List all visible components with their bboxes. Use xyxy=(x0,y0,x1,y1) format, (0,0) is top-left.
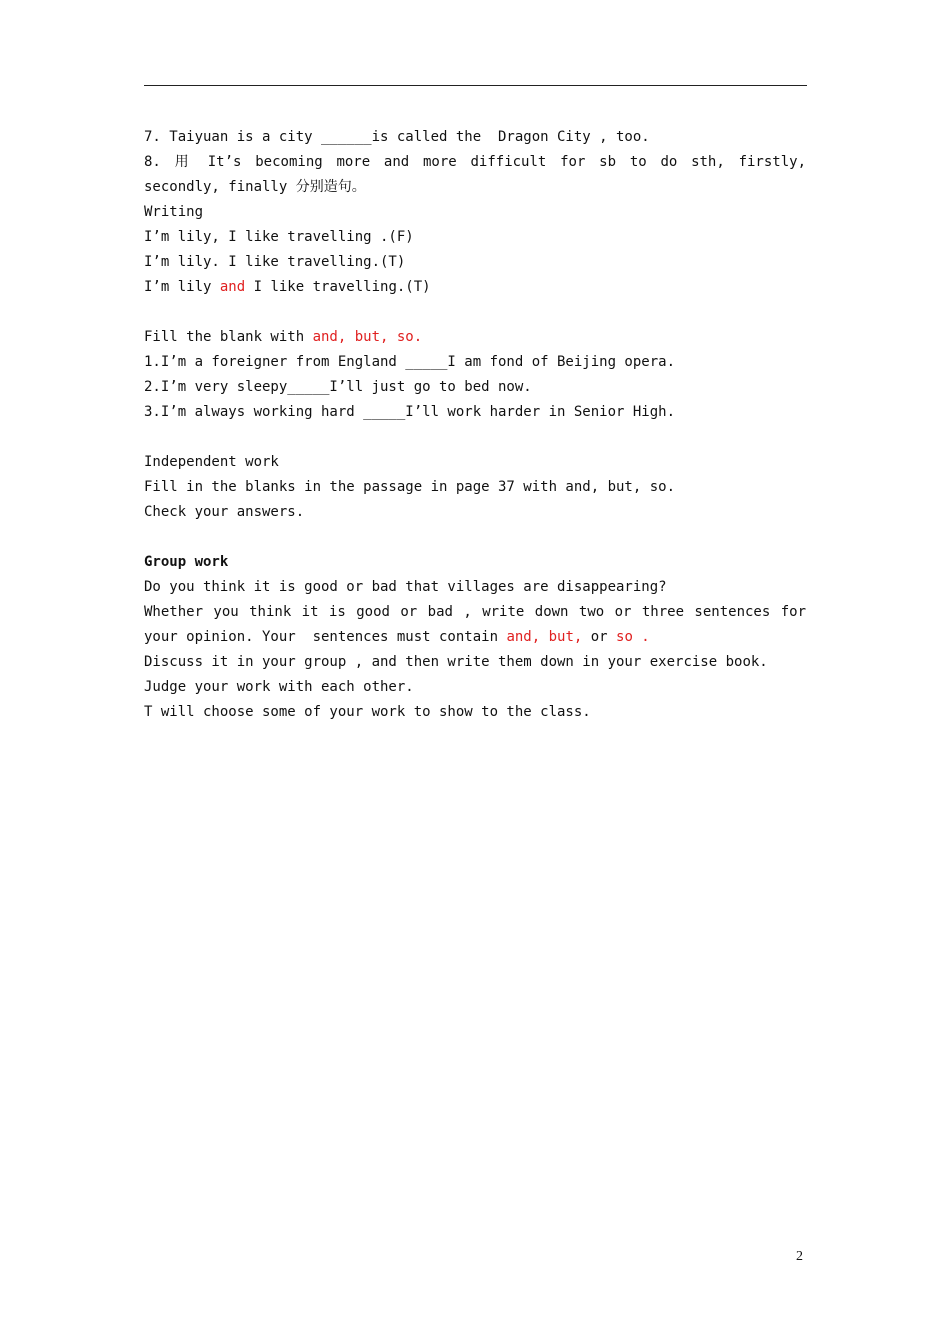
group-work-line-5: Judge your work with each other. xyxy=(144,679,414,695)
spacer xyxy=(144,300,806,325)
page-number: 2 xyxy=(796,1249,803,1264)
spacer xyxy=(144,425,806,450)
exercise-item-8-line-2: secondly, finally 分别造句。 xyxy=(144,179,366,195)
independent-work-line-1: Fill in the blanks in the passage in page 37 with and, but, so. xyxy=(144,479,676,495)
fill-blank-question-2: 2.I’m very sleepy_____I’ll just go to bed now. xyxy=(144,379,532,395)
group-work-heading: Group work xyxy=(144,554,229,570)
group-work-line-2: Whether you think it is good or bad , write down two or three sentences for xyxy=(144,604,806,620)
writing-example-3 xyxy=(144,275,806,300)
independent-work-heading: Independent work xyxy=(144,454,279,470)
header-rule xyxy=(144,85,807,86)
fill-blank-question-1: 1.I’m a foreigner from England _____I am fond of Beijing opera. xyxy=(144,354,676,370)
group-work-line-3-mid: or xyxy=(582,629,617,645)
exercise-item-8-line-1: 8. 用 It’s becoming more and more difficult for sb to do sth, firstly, xyxy=(144,154,806,170)
writing-example-1: I’m lily, I like travelling .(F) xyxy=(144,229,414,245)
group-work-line-6: T will choose some of your work to show to the class. xyxy=(144,704,591,720)
group-work-line-1: Do you think it is good or bad that villages are disappearing? xyxy=(144,579,667,595)
group-work-line-3 xyxy=(144,625,806,650)
fill-blank-instruction-text: Fill the blank with xyxy=(144,329,313,345)
independent-work-line-2: Check your answers. xyxy=(144,504,305,520)
fill-blank-question-3: 3.I’m always working hard _____I’ll work harder in Senior High. xyxy=(144,404,676,420)
group-work-conjunctions-2: so . xyxy=(616,629,650,645)
writing-heading: Writing xyxy=(144,204,204,220)
writing-example-3-after: I like travelling.(T) xyxy=(245,279,431,295)
document-body xyxy=(144,125,806,725)
fill-blank-instruction xyxy=(144,325,806,350)
fill-blank-conjunctions: and, but, so. xyxy=(312,329,423,345)
group-work-line-3-before: your opinion. Your sentences must contain xyxy=(144,629,507,645)
spacer xyxy=(144,525,806,550)
group-work-conjunctions-1: and, but, xyxy=(506,629,583,645)
writing-example-3-before: I’m lily xyxy=(144,279,220,295)
writing-example-2: I’m lily. I like travelling.(T) xyxy=(144,254,406,270)
group-work-line-4: Discuss it in your group , and then write them down in your exercise book. xyxy=(144,654,768,670)
exercise-item-7: 7. Taiyuan is a city ______is called the Dragon City , too. xyxy=(144,129,650,145)
writing-example-3-conjunction: and xyxy=(219,279,246,295)
